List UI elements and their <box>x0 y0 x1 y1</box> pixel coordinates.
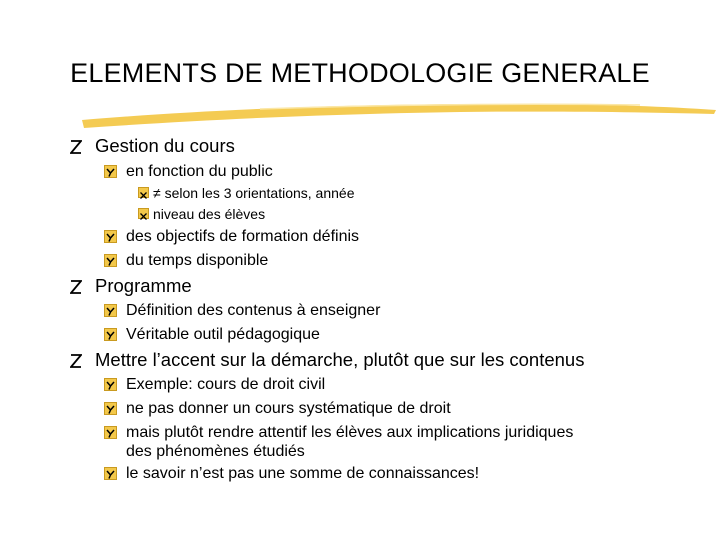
y-bullet-icon <box>104 230 117 243</box>
item-text: Définition des contenus à enseigner <box>126 302 381 319</box>
y-bullet-icon <box>104 402 117 415</box>
y-bullet-icon <box>104 426 117 439</box>
y-bullet-icon <box>104 254 117 267</box>
section-label: Programme <box>95 275 192 296</box>
y-bullet-icon <box>104 165 117 178</box>
y-bullet-icon <box>104 328 117 341</box>
item-text: en fonction du public <box>126 163 273 180</box>
item-text: le savoir n’est pas une somme de connaissances! <box>126 465 480 482</box>
title-underline-brushstroke <box>80 100 720 130</box>
item-text: niveau des élèves <box>153 206 266 222</box>
y-bullet-icon <box>104 304 117 317</box>
item-text: des phénomènes étudiés <box>126 443 305 460</box>
item-text: des objectifs de formation définis <box>126 228 360 245</box>
z-bullet-icon <box>70 140 82 154</box>
y-bullet-icon <box>104 467 117 480</box>
item-text: mais plutôt rendre attentif les élèves aux implications juridiques <box>126 424 574 441</box>
z-bullet-icon <box>70 354 82 368</box>
item-text: Véritable outil pédagogique <box>126 326 320 343</box>
item-text: ne pas donner un cours systématique de droit <box>126 400 451 417</box>
item-text: ≠ selon les 3 orientations, année <box>153 185 355 201</box>
y-bullet-icon <box>104 378 117 391</box>
z-bullet-icon <box>70 280 82 294</box>
x-bullet-icon <box>138 187 149 198</box>
item-text: du temps disponible <box>126 252 269 269</box>
slide-title: ELEMENTS DE METHODOLOGIE GENERALE <box>70 58 650 88</box>
section-label: Gestion du cours <box>95 135 235 156</box>
section-label: Mettre l’accent sur la démarche, plutôt que sur les contenus <box>95 349 585 370</box>
x-bullet-icon <box>138 208 149 219</box>
item-text: Exemple: cours de droit civil <box>126 376 326 393</box>
